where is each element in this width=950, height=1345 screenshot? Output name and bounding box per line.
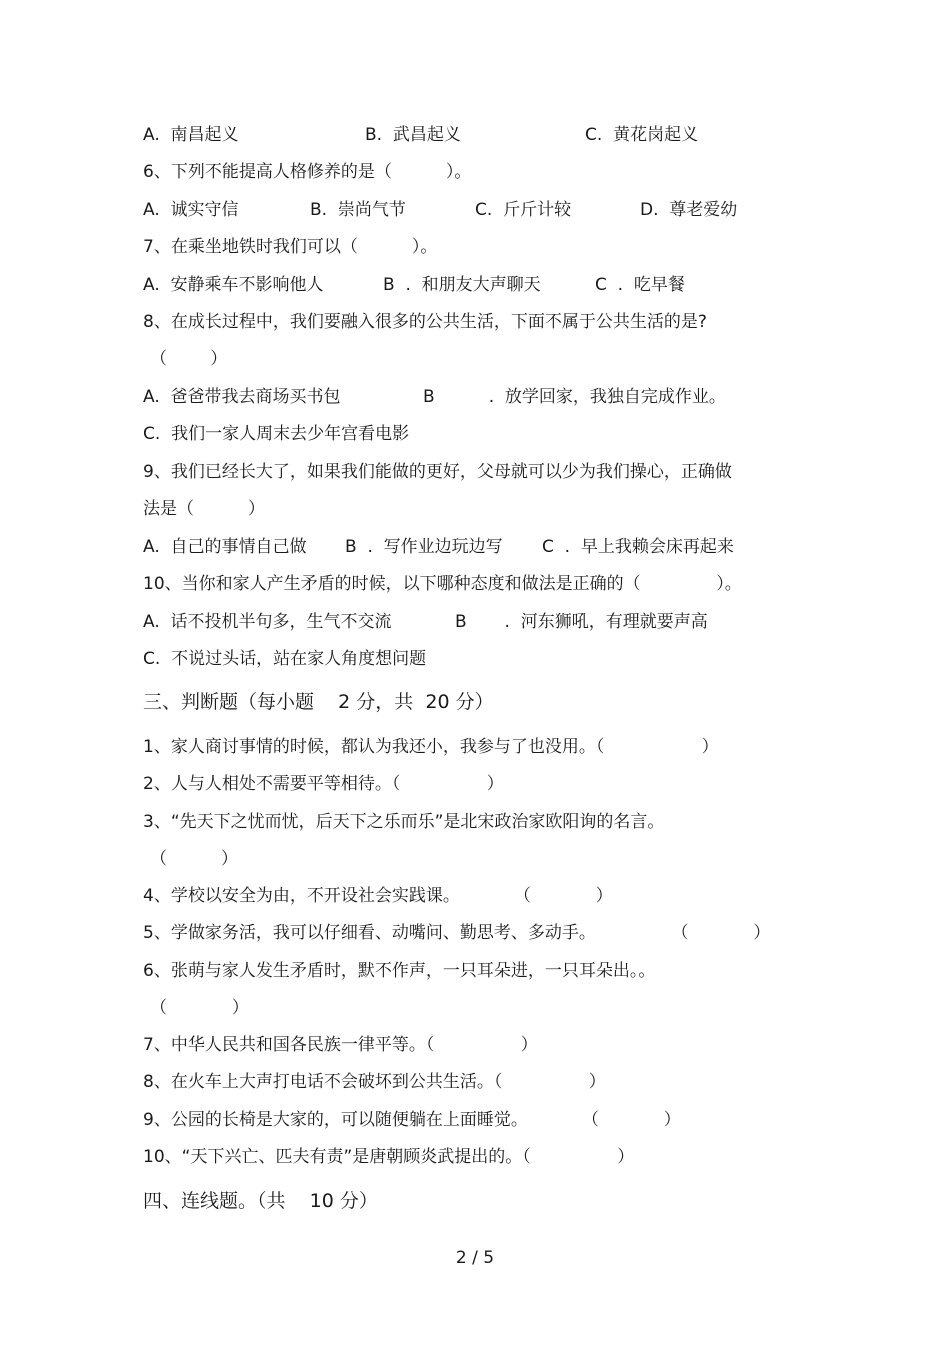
q8-option-a: A. 爸爸带我去商场买书包: [143, 387, 341, 407]
q8-option-b: B . 放学回家，我独自完成作业。: [423, 387, 726, 407]
q5-option-c: C. 黄花岗起义: [585, 125, 699, 145]
q8-option-c: C. 我们一家人周末去少年宫看电影: [143, 424, 410, 444]
q7-stem: 7、在乘坐地铁时我们可以（ ）。: [143, 237, 438, 257]
q9-option-c: C . 早上我赖会床再起来: [542, 537, 734, 557]
q8-stem: 8、在成长过程中，我们要融入很多的公共生活，下面不属于公共生活的是?: [143, 312, 707, 332]
q6-option-d: D. 尊老爱幼: [640, 200, 738, 220]
judge-item-4: 4、学校以安全为由，不开设社会实践课。 （ ）: [143, 886, 613, 906]
q10-option-c: C. 不说过头话，站在家人角度想问题: [143, 649, 427, 669]
q8-answer-paren: （ ）: [150, 349, 228, 369]
q10-option-b: B . 河东狮吼，有理就要声高: [455, 612, 708, 632]
q5-option-a: A. 南昌起义: [143, 125, 239, 145]
judge-item-10: 10、“天下兴亡、匹夫有责”是唐朝顾炎武提出的。（ ）: [143, 1147, 635, 1167]
q9-option-b: B . 写作业边玩边写: [345, 537, 503, 557]
judge-item-8: 8、在火车上大声打电话不会破坏到公共生活。（ ）: [143, 1072, 606, 1092]
q6-stem: 6、下列不能提高人格修养的是（ ）。: [143, 162, 472, 182]
section4-title: 四、连线题。（共 10 分）: [143, 1190, 378, 1212]
q6-option-c: C. 斤斤计较: [475, 200, 572, 220]
q7-option-a: A. 安静乘车不影响他人: [143, 275, 324, 295]
q10-stem: 10、当你和家人产生矛盾的时候，以下哪种态度和做法是正确的（ ）。: [143, 574, 742, 594]
judge-item-6-paren: （ ）: [150, 998, 249, 1018]
judge-item-2: 2、人与人相处不需要平等相待。（ ）: [143, 774, 504, 794]
q6-option-b: B. 崇尚气节: [310, 200, 406, 220]
q7-option-c: C . 吃早餐: [595, 275, 685, 295]
judge-item-3: 3、“先天下之忧而忧，后天下之乐而乐”是北宋政治家欧阳询的名言。: [143, 812, 665, 832]
section3-title: 三、判断题（每小题 2 分，共 20 分）: [143, 691, 494, 713]
q10-option-a: A. 话不投机半句多，生气不交流: [143, 612, 392, 632]
q9-stem-cont: 法是（ ）: [143, 499, 266, 519]
q7-option-b: B . 和朋友大声聊天: [383, 275, 541, 295]
q5-option-b: B. 武昌起义: [365, 125, 461, 145]
q9-stem: 9、我们已经长大了，如果我们能做的更好，父母就可以少为我们操心，正确做: [143, 462, 732, 482]
judge-item-5: 5、学做家务活，我可以仔细看、动嘴问、勤思考、多动手。 （ ）: [143, 923, 771, 943]
judge-item-3-paren: （ ）: [150, 849, 239, 869]
judge-item-1: 1、家人商讨事情的时候，都认为我还小，我参与了也没用。（ ）: [143, 737, 719, 757]
page-number: 2 / 5: [455, 1248, 495, 1268]
judge-item-7: 7、中华人民共和国各民族一律平等。（ ）: [143, 1035, 538, 1055]
judge-item-6: 6、张萌与家人发生矛盾时，默不作声，一只耳朵进，一只耳朵出。。: [143, 961, 656, 981]
q9-option-a: A. 自己的事情自己做: [143, 537, 307, 557]
judge-item-9: 9、公园的长椅是大家的，可以随便躺在上面睡觉。 （ ）: [143, 1110, 681, 1130]
q6-option-a: A. 诚实守信: [143, 200, 239, 220]
